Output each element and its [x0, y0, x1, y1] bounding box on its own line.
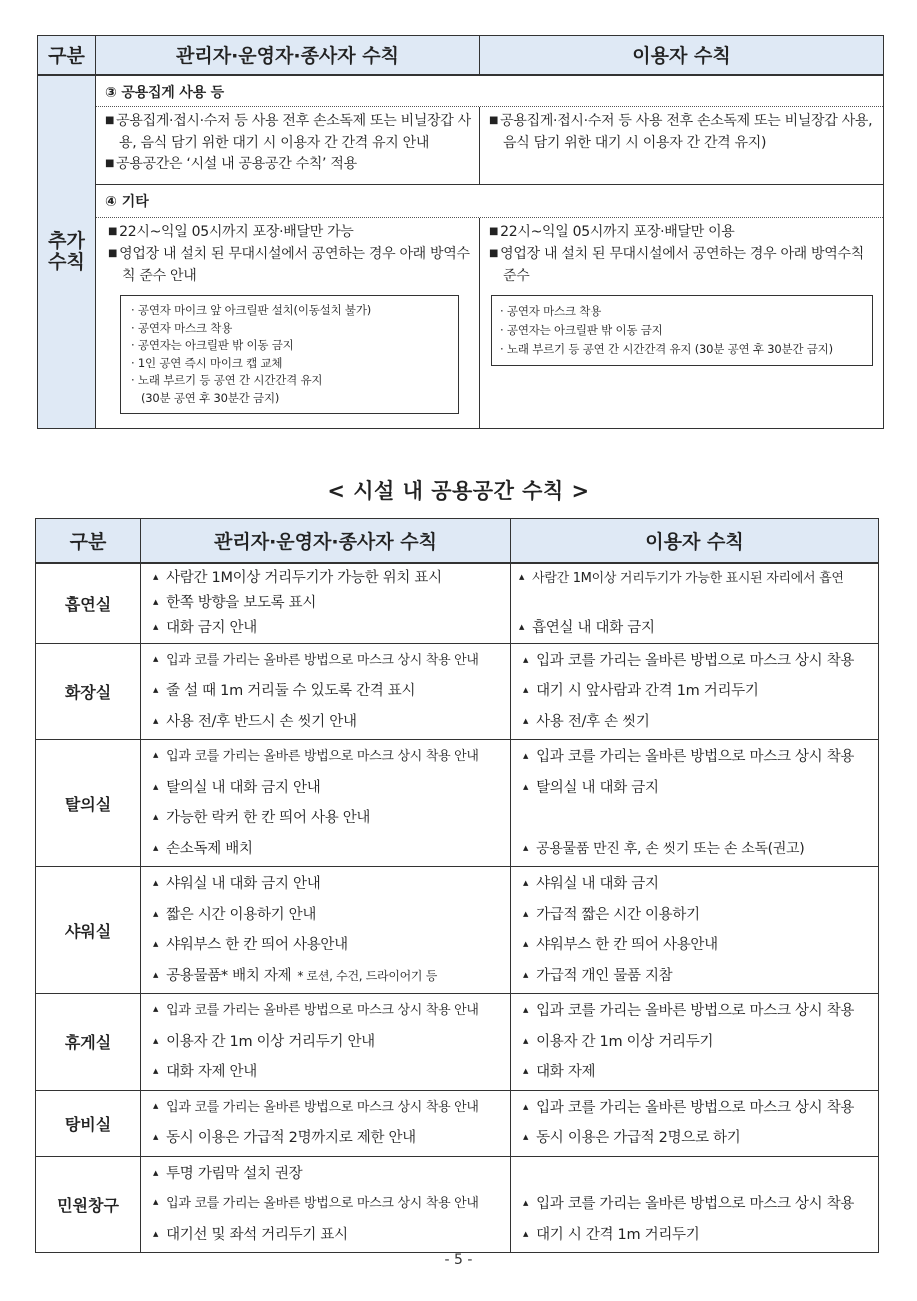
- list-item: ▲ 대기 시 앞사람과 간격 1m 거리두기: [523, 676, 870, 707]
- box-item: · 공연자는 아크릴판 밖 이동 금지: [500, 321, 864, 340]
- admin-performance-box: [120, 295, 459, 414]
- header-category: 구분: [36, 519, 141, 563]
- list-item: ■ 영업장 내 설치 된 무대시설에서 공연하는 경우 아래 방역수칙 준수: [489, 244, 875, 287]
- list-item: ▲ 사람간 1M이상 거리두기가 가능한 위치 표시: [153, 566, 502, 591]
- row-name: 탕비실: [36, 1090, 141, 1156]
- list-item: ▲ 사람간 1M이상 거리두기가 가능한 표시된 자리에서 흡연: [519, 566, 870, 591]
- list-item: ▲ 입과 코를 가리는 올바른 방법으로 마스크 상시 착용: [523, 1093, 870, 1124]
- row-name: 샤워실: [36, 867, 141, 994]
- list-item: ▲ 입과 코를 가리는 올바른 방법으로 마스크 상시 착용: [523, 646, 870, 677]
- section4-heading: ④ 기타: [96, 185, 883, 218]
- row-name: 화장실: [36, 643, 141, 740]
- header-admin: 관리자·운영자·종사자 수칙: [96, 36, 480, 75]
- list-item: ▲ 입과 코를 가리는 올바른 방법으로 마스크 상시 착용 안내: [153, 646, 502, 677]
- list-item: ▲ 샤워실 내 대화 금지 안내: [153, 869, 502, 900]
- box-item: · 1인 공연 즉시 마이크 캡 교체: [131, 355, 448, 373]
- row-name: 탈의실: [36, 740, 141, 867]
- list-item: ▲ 탈의실 내 대화 금지: [523, 773, 870, 804]
- list-item: ▲ 줄 설 때 1m 거리둘 수 있도록 간격 표시: [153, 676, 502, 707]
- section3-user: [480, 107, 884, 185]
- list-item: ▲ 투명 가림막 설치 권장: [153, 1159, 502, 1190]
- table-row-restroom: [36, 643, 879, 740]
- list-item: ▲ 동시 이용은 가급적 2명까지로 제한 안내: [153, 1123, 502, 1154]
- box-item: · 공연자는 아크릴판 밖 이동 금지: [131, 337, 448, 355]
- footnote: * 로션, 수건, 드라이어기 등: [297, 968, 438, 983]
- list-item: ■ 공용집게·접시·수저 등 사용 전후 손소독제 또는 비닐장갑 사용, 음식 담기 위한 대기 시 이용자 간 간격 유지): [489, 111, 875, 154]
- row-name: 휴게실: [36, 994, 141, 1091]
- table-row-lounge: [36, 994, 879, 1091]
- table-row-service-desk: [36, 1156, 879, 1253]
- list-item: ▲ 한쪽 방향을 보도록 표시: [153, 591, 502, 616]
- list-item: ▲ 이용자 간 1m 이상 거리두기: [523, 1027, 870, 1058]
- list-item: ▲ 입과 코를 가리는 올바른 방법으로 마스크 상시 착용 안내: [153, 1189, 502, 1220]
- page-number: - 5 -: [444, 1252, 473, 1268]
- list-item: ■ 공용공간은 ‘시설 내 공용공간 수칙’ 적용: [105, 154, 471, 176]
- list-item: ▲ 대화 자제 안내: [153, 1057, 502, 1088]
- list-item: ▲ 입과 코를 가리는 올바른 방법으로 마스크 상시 착용: [523, 1189, 870, 1220]
- list-item: ▲ 공용물품* 배치 자제 * 로션, 수건, 드라이어기 등: [153, 961, 502, 992]
- list-item: ▲ 샤워부스 한 칸 띄어 사용안내: [523, 930, 870, 961]
- section3-heading: ③ 공용집게 사용 등: [96, 76, 883, 107]
- table-row-locker-room: [36, 740, 879, 867]
- header-category: 구분: [38, 36, 96, 75]
- list-item: ▲ 짧은 시간 이용하기 안내: [153, 900, 502, 931]
- list-item: ▲ 샤워실 내 대화 금지: [523, 869, 870, 900]
- section3-admin: [96, 107, 480, 185]
- row-name: 민원창구: [36, 1156, 141, 1253]
- box-item: · 공연자 마스크 착용: [131, 320, 448, 338]
- list-item: ▲ 손소독제 배치: [153, 834, 502, 865]
- list-item: ▲ 대화 금지 안내: [153, 616, 502, 641]
- list-item: ▲ 흡연실 내 대화 금지: [519, 616, 870, 641]
- list-item: ▲ 입과 코를 가리는 올바른 방법으로 마스크 상시 착용 안내: [153, 996, 502, 1027]
- category-additional-rules: 추가 수칙: [38, 75, 96, 429]
- list-item: ■ 22시~익일 05시까지 포장·배달만 가능: [108, 222, 471, 244]
- section-title: < 시설 내 공용공간 수칙 >: [327, 479, 590, 503]
- list-item: ▲ 대화 자제: [523, 1057, 870, 1088]
- list-item: ■ 공용집게·접시·수저 등 사용 전후 손소독제 또는 비닐장갑 사용, 음식 담기 위한 대기 시 이용자 간 간격 유지 안내: [105, 111, 471, 154]
- list-item: ▲ 입과 코를 가리는 올바른 방법으로 마스크 상시 착용 안내: [153, 742, 502, 773]
- table-row-pantry: [36, 1090, 879, 1156]
- list-item: ▲ 가급적 짧은 시간 이용하기: [523, 900, 870, 931]
- box-item: · 공연자 마스크 착용: [500, 302, 864, 321]
- box-item: · 노래 부르기 등 공연 간 시간간격 유지 (30분 공연 후 30분간 금지): [500, 340, 864, 359]
- list-item: ▲ 입과 코를 가리는 올바른 방법으로 마스크 상시 착용: [523, 742, 870, 773]
- list-item: ▲ 사용 전/후 손 씻기: [523, 707, 870, 738]
- list-item: ▲ 대기 시 간격 1m 거리두기: [523, 1220, 870, 1251]
- section4-user: [480, 218, 884, 429]
- list-item: ▲ 가능한 락커 한 칸 띄어 사용 안내: [153, 803, 502, 834]
- list-item: ▲ 샤워부스 한 칸 띄어 사용안내: [153, 930, 502, 961]
- list-item: ▲ 입과 코를 가리는 올바른 방법으로 마스크 상시 착용 안내: [153, 1093, 502, 1124]
- list-item: ▲ 이용자 간 1m 이상 거리두기 안내: [153, 1027, 502, 1058]
- common-space-rules-table: [35, 518, 879, 1253]
- list-item: ▲ 입과 코를 가리는 올바른 방법으로 마스크 상시 착용: [523, 996, 870, 1027]
- list-item: ▲ 대기선 및 좌석 거리두기 표시: [153, 1220, 502, 1251]
- list-item: ▲ 가급적 개인 물품 지참: [523, 961, 870, 992]
- list-item: ▲ 사용 전/후 반드시 손 씻기 안내: [153, 707, 502, 738]
- row-name: 흡연실: [36, 563, 141, 644]
- box-item: · 공연자 마이크 앞 아크릴판 설치(이동설치 불가): [131, 302, 448, 320]
- header-user: 이용자 수칙: [511, 519, 879, 563]
- table-row-shower-room: [36, 867, 879, 994]
- header-user: 이용자 수칙: [480, 36, 884, 75]
- list-item: ▲ 동시 이용은 가급적 2명으로 하기: [523, 1123, 870, 1154]
- additional-rules-table: [37, 35, 884, 429]
- list-item: ■ 영업장 내 설치 된 무대시설에서 공연하는 경우 아래 방역수칙 준수 안내: [108, 244, 471, 287]
- table-row-smoking-room: [36, 563, 879, 644]
- header-admin: 관리자·운영자·종사자 수칙: [141, 519, 511, 563]
- user-performance-box: [491, 295, 873, 366]
- list-item: ▲ 탈의실 내 대화 금지 안내: [153, 773, 502, 804]
- list-item: ■ 22시~익일 05시까지 포장·배달만 이용: [489, 222, 875, 244]
- section4-admin: [96, 218, 480, 429]
- list-item: ▲ 공용물품 만진 후, 손 씻기 또는 손 소독(권고): [523, 834, 870, 865]
- box-item: (30분 공연 후 30분간 금지): [141, 390, 280, 405]
- box-item: · 노래 부르기 등 공연 간 시간간격 유지: [131, 372, 448, 390]
